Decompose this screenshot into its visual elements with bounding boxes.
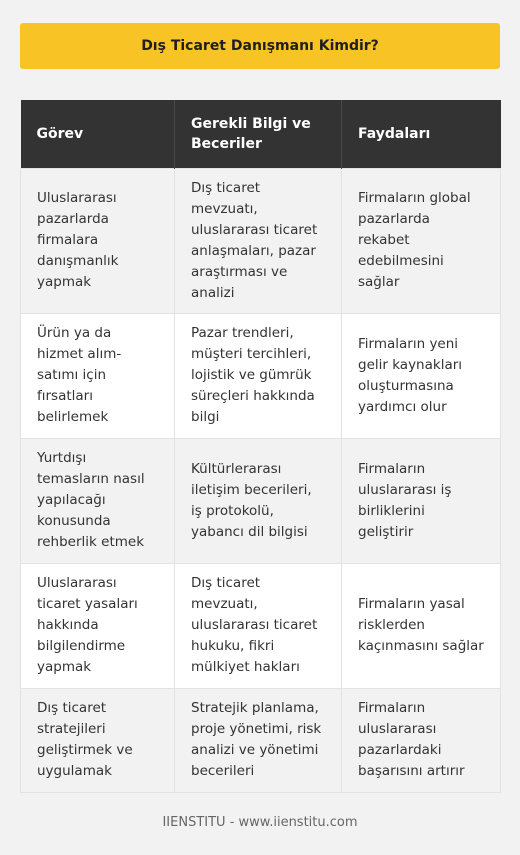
table-row bbox=[21, 313, 501, 438]
table-row bbox=[21, 563, 501, 688]
table-cell-benefits: Firmaların uluslararası pazarlardaki başarısını artırır bbox=[342, 688, 501, 792]
table-cell-task: Uluslararası ticaret yasaları hakkında bilgilendirme yapmak bbox=[21, 563, 175, 688]
title-banner bbox=[20, 23, 500, 69]
table-cell-task: Yurtdışı temasların nasıl yapılacağı konusunda rehberlik etmek bbox=[21, 438, 175, 563]
column-header-benefits: Faydaları bbox=[342, 100, 501, 168]
column-header-skills: Gerekli Bilgi ve Beceriler bbox=[175, 100, 342, 168]
info-table bbox=[20, 100, 501, 793]
column-header-task: Görev bbox=[21, 100, 175, 168]
table-header-row bbox=[21, 100, 501, 168]
table-row bbox=[21, 688, 501, 792]
footer-credit: IIENSTITU - www.iienstitu.com bbox=[162, 815, 358, 830]
table-cell-skills: Kültürlerarası iletişim becerileri, iş protokolü, yabancı dil bilgisi bbox=[175, 438, 342, 563]
table-cell-task: Ürün ya da hizmet alım-satımı için fırsatları belirlemek bbox=[21, 313, 175, 438]
table-cell-skills: Stratejik planlama, proje yönetimi, risk analizi ve yönetimi becerileri bbox=[175, 688, 342, 792]
table-cell-skills: Dış ticaret mevzuatı, uluslararası ticaret hukuku, fikri mülkiyet hakları bbox=[175, 563, 342, 688]
table-cell-benefits: Firmaların global pazarlarda rekabet edebilmesini sağlar bbox=[342, 168, 501, 313]
table-cell-benefits: Firmaların uluslararası iş birliklerini geliştirir bbox=[342, 438, 501, 563]
table-cell-task: Dış ticaret stratejileri geliştirmek ve uygulamak bbox=[21, 688, 175, 792]
table-cell-task: Uluslararası pazarlarda firmalara danışmanlık yapmak bbox=[21, 168, 175, 313]
table-row bbox=[21, 438, 501, 563]
table-row bbox=[21, 168, 501, 313]
table-cell-benefits: Firmaların yeni gelir kaynakları oluşturmasına yardımcı olur bbox=[342, 313, 501, 438]
table-cell-skills: Pazar trendleri, müşteri tercihleri, lojistik ve gümrük süreçleri hakkında bilgi bbox=[175, 313, 342, 438]
table-cell-skills: Dış ticaret mevzuatı, uluslararası ticaret anlaşmaları, pazar araştırması ve analizi bbox=[175, 168, 342, 313]
table-cell-benefits: Firmaların yasal risklerden kaçınmasını sağlar bbox=[342, 563, 501, 688]
page-title: Dış Ticaret Danışmanı Kimdir? bbox=[141, 38, 379, 54]
